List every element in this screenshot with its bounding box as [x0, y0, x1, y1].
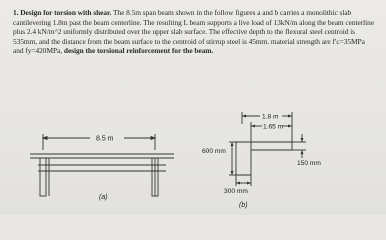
arrow-300-right [247, 182, 251, 185]
span-arrow-right [151, 137, 155, 140]
arrow-18-right [288, 115, 292, 118]
steel-strength: fy=420MPa, [25, 46, 63, 56]
arrow-600-top [231, 142, 234, 146]
and-word: and [13, 46, 24, 56]
figure-b-caption: (b) [239, 202, 248, 209]
dim-slab-width-label: 1.65 m [263, 123, 284, 131]
arrow-150-top [301, 138, 304, 142]
dim-slab-overhang-label: 1.8 m [262, 113, 279, 121]
arrow-18-left [242, 115, 246, 118]
dim-beam-depth-label: 600 mm [202, 148, 226, 155]
figure-a-elevation [30, 134, 174, 196]
problem-body: The 8.5m span beam shown in the follow figures a and b carries a monolithic slab cantilevering 1.8m past the beam centerline. The resulting L beam supports a live load of 13kN/m along the beam centerline plus 2.4 kN/m^2 uniformly distributed over the upper slab surface. The effective depth to the flexural steel centroid is 535mm, and the distance from the beam surface to the centroid of stirrup steel is 45mm. material strength are [13, 8, 375, 46]
arrow-600-bottom [231, 171, 234, 175]
problem-number: 1. [13, 8, 19, 17]
l-beam-outline [236, 142, 292, 175]
problem-task: design the torsional reinforcement for the beam. [63, 46, 214, 56]
arrow-150-bottom [301, 150, 304, 154]
span-arrow-left [43, 137, 47, 140]
arrow-165-right [288, 125, 292, 128]
left-column [40, 158, 46, 196]
figure-a-caption: (a) [99, 194, 108, 201]
dim-slab-thickness-label: 150 mm [297, 160, 321, 167]
span-label: 8.5 m [96, 135, 114, 143]
arrow-165-left [251, 125, 255, 128]
dim-web-width-label: 300 mm [224, 188, 248, 195]
problem-title: Design for torsion with shear. [20, 8, 112, 17]
arrow-300-left [236, 182, 240, 185]
concrete-strength: f′c=35MPa [332, 36, 365, 46]
